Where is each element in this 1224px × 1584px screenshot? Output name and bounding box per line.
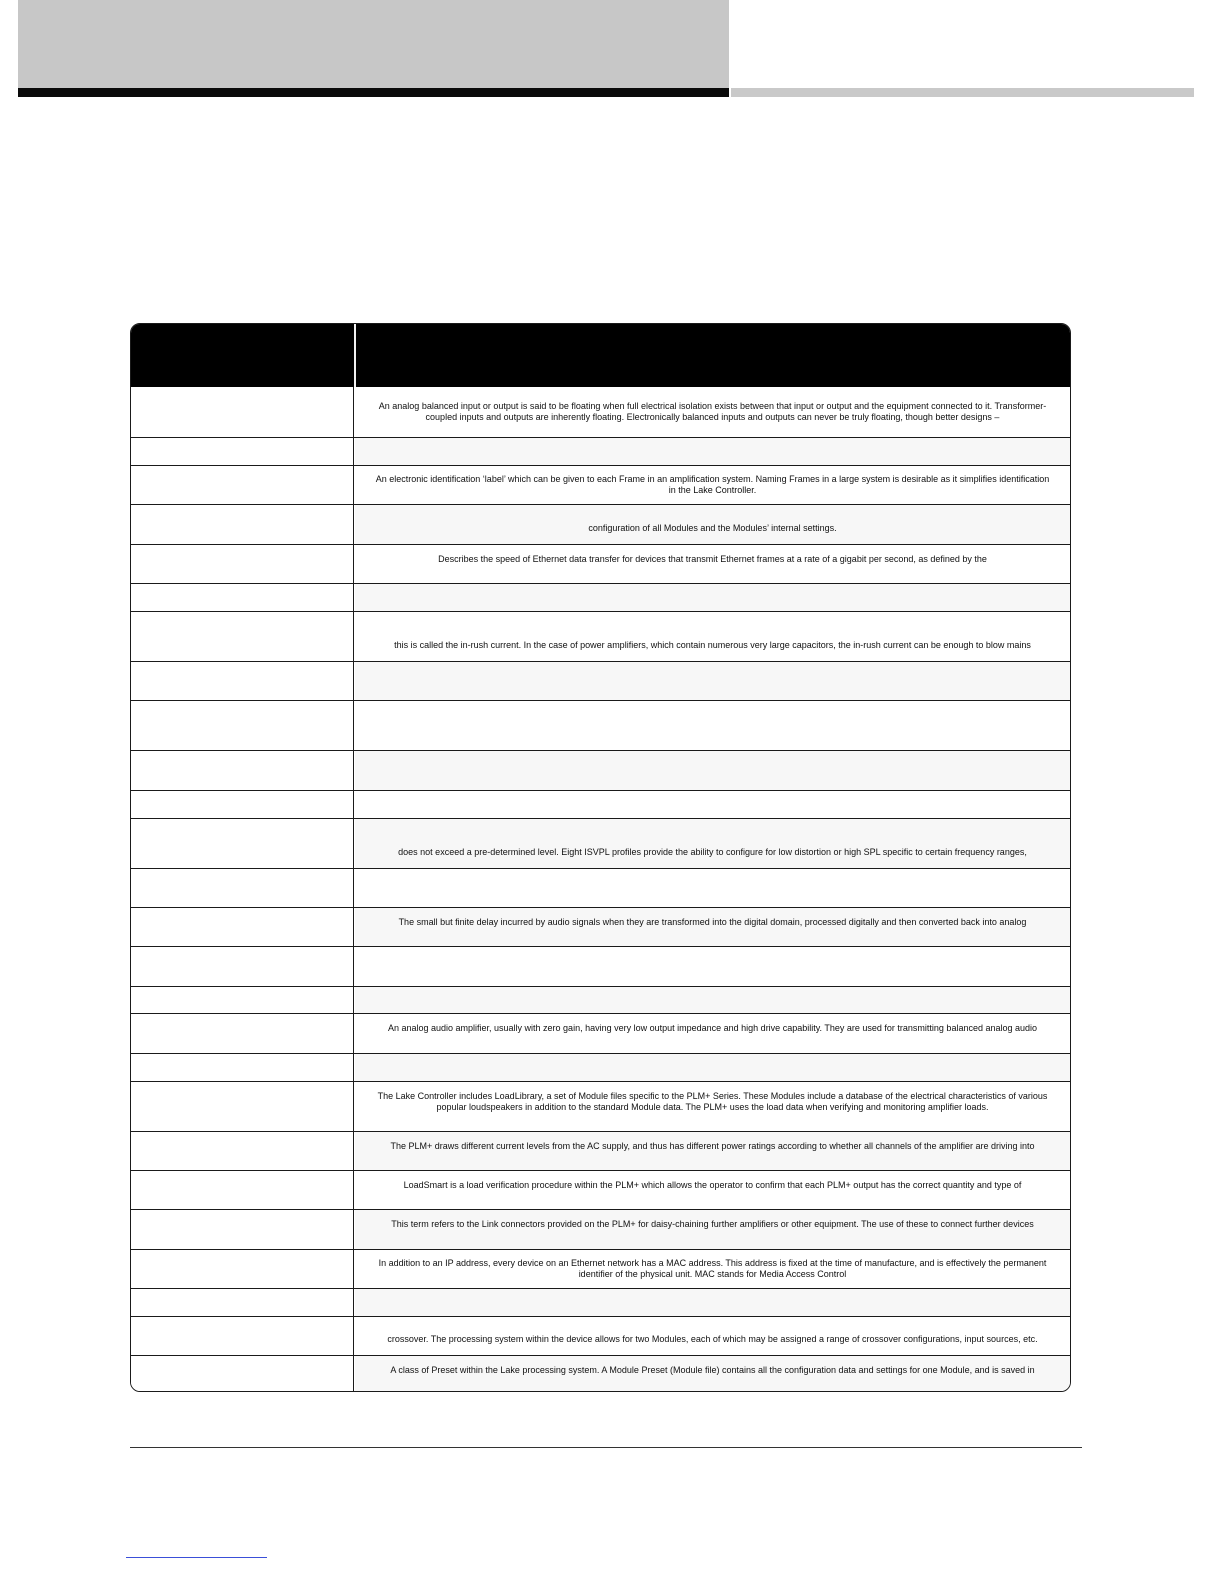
table-row <box>131 986 1070 1013</box>
header-divider <box>354 324 356 387</box>
header-rule-light <box>731 88 1194 97</box>
definition-cell: An electronic identification ‘label’ which can be given to each Frame in an amplification system. Naming Frames in a large system is desirable as it simplifies identification in the Lake Controller. <box>375 474 1050 495</box>
table-row <box>131 1081 1070 1131</box>
table-row <box>131 946 1070 986</box>
term-cell <box>131 869 354 907</box>
definition-cell: An analog audio amplifier, usually with zero gain, having very low output impedance and high drive capability. They are used for transmitting balanced analog audio <box>387 1023 1038 1033</box>
table-row <box>131 661 1070 700</box>
term-cell <box>131 505 354 544</box>
table-row <box>131 818 1070 868</box>
table-row <box>131 1131 1070 1170</box>
table-row <box>131 1053 1070 1081</box>
term-cell <box>131 1317 354 1355</box>
definition-cell <box>355 947 1070 986</box>
definition-cell <box>355 662 1070 700</box>
definition-cell <box>355 987 1070 1013</box>
term-cell <box>131 1210 354 1249</box>
table-header <box>131 324 1070 387</box>
table-row <box>131 544 1070 583</box>
table-row <box>131 750 1070 790</box>
term-cell <box>131 438 354 465</box>
table-row <box>131 465 1070 504</box>
table-row <box>131 1249 1070 1288</box>
term-cell <box>131 612 354 661</box>
term-cell <box>131 791 354 818</box>
definition-cell <box>355 751 1070 790</box>
definition-cell: In addition to an IP address, every device on an Ethernet network has a MAC address. This address is fixed at the time of manufacture, and is effectively the permanent identifier of the physical unit. MAC stands for Media Access Control <box>378 1258 1047 1279</box>
definition-cell: This term refers to the Link connectors provided on the PLM+ for daisy-chaining further amplifiers or other equipment. The use of these to connect further devices <box>355 1210 1070 1249</box>
definition-cell: An analog balanced input or output is said to be floating when full electrical isolation exists between that input or output and the equipment connected to it. Transformer-coupled inputs and outputs are inherently floating. Electronically balanced inputs and outputs can never be truly floating, though better designs – <box>378 401 1047 422</box>
term-cell <box>131 1054 354 1081</box>
table-row <box>131 907 1070 946</box>
term-cell <box>131 1356 354 1392</box>
definition-cell: this is called the in-rush current. In the case of power amplifiers, which contain numerous very large capacitors, the in-rush current can be enough to blow mains <box>394 640 1031 650</box>
footer-link-underline[interactable] <box>126 1557 267 1558</box>
definition-cell: The PLM+ draws different current levels from the AC supply, and thus has different power ratings according to whether all channels of the amplifier are driving into <box>355 1132 1070 1170</box>
definition-cell <box>355 584 1070 611</box>
glossary-table <box>130 323 1071 1392</box>
header-rule-dark <box>18 88 729 97</box>
term-cell <box>131 1082 354 1131</box>
term-cell <box>131 819 354 868</box>
definition-cell <box>355 701 1070 750</box>
term-cell <box>131 1250 354 1288</box>
table-row <box>131 1316 1070 1355</box>
table-row <box>131 1209 1070 1249</box>
table-row <box>131 387 1070 437</box>
header-block <box>18 0 729 88</box>
term-cell <box>131 1171 354 1209</box>
term-cell <box>131 584 354 611</box>
definition-cell: A class of Preset within the Lake processing system. A Module Preset (Module file) contains all the configuration data and settings for one Module, and is saved in <box>355 1356 1070 1392</box>
definition-cell: crossover. The processing system within the device allows for two Modules, each of which may be assigned a range of crossover configurations, input sources, etc. <box>387 1334 1038 1344</box>
term-cell <box>131 545 354 583</box>
term-cell <box>131 908 354 946</box>
table-row <box>131 1355 1070 1392</box>
term-cell <box>131 1289 354 1316</box>
table-row <box>131 700 1070 750</box>
term-cell <box>131 466 354 504</box>
term-cell <box>131 701 354 750</box>
definition-cell <box>355 1289 1070 1316</box>
definition-cell <box>355 791 1070 818</box>
footer-rule <box>130 1447 1082 1448</box>
definition-cell: LoadSmart is a load verification procedure within the PLM+ which allows the operator to confirm that each PLM+ output has the correct quantity and type of <box>403 1180 1022 1190</box>
term-cell <box>131 662 354 700</box>
table-row <box>131 611 1070 661</box>
definition-cell <box>355 1054 1070 1081</box>
definition-cell <box>355 869 1070 907</box>
definition-cell <box>355 438 1070 465</box>
table-row <box>131 790 1070 818</box>
term-cell <box>131 947 354 986</box>
definition-cell: The Lake Controller includes LoadLibrary, a set of Module files specific to the PLM+ Series. These Modules include a database of the electrical characteristics of various popular loudspeakers in addition to the standard Module data. The PLM+ uses the load data when verifying and monitoring amplifier loads. <box>377 1091 1048 1112</box>
table-row <box>131 1013 1070 1053</box>
definition-cell: does not exceed a pre-determined level. Eight ISVPL profiles provide the ability to configure for low distortion or high SPL specific to certain frequency ranges, <box>355 819 1070 868</box>
term-cell <box>131 387 354 437</box>
table-row <box>131 868 1070 907</box>
definition-cell: configuration of all Modules and the Modules’ internal settings. <box>355 505 1070 544</box>
table-row <box>131 504 1070 544</box>
term-cell <box>131 987 354 1013</box>
term-cell <box>131 1014 354 1053</box>
table-row <box>131 583 1070 611</box>
term-cell <box>131 751 354 790</box>
table-row <box>131 437 1070 465</box>
definition-cell: The small but finite delay incurred by audio signals when they are transformed into the digital domain, processed digitally and then converted back into analog <box>355 908 1070 946</box>
table-row <box>131 1170 1070 1209</box>
definition-cell: Describes the speed of Ethernet data transfer for devices that transmit Ethernet frames at a rate of a gigabit per second, as defined by the <box>438 554 987 564</box>
table-body <box>131 387 1070 1392</box>
table-row <box>131 1288 1070 1316</box>
term-cell <box>131 1132 354 1170</box>
